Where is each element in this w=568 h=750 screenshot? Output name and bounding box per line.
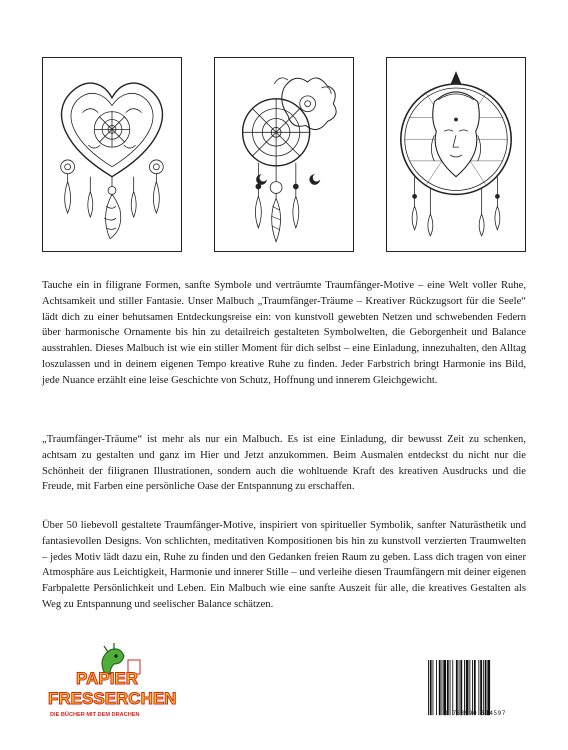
barcode-bar [485, 660, 487, 715]
paragraph-text: Über 50 liebevoll gestaltete Traumfänger-Motive, inspiriert von spiritueller Symbolik, sanfter Naturästhetik und fantasievollen Designs. Von schlichten, meditativen Kompositionen bis hin zu kunstvoll verzierten Traumwelten – jedes Motiv lädt dazu ein, Ruhe zu finden und den Gedanken freien Raum zu geben. Lass dich tragen von einer Atmosphäre aus Leichtigkeit, Harmonie und innerer Stille – und verleihe diesen Traumfängern mit deiner eigenen Farbpalette Persönlichkeit und Leben. Ein Malbuch wie eine sanfte Auszeit für alle, die kreatives Gestalten als Weg zu Entspannung und seelischer Balance schätzen. [42, 520, 526, 610]
flower-dreamcatcher-drawing [215, 58, 353, 251]
barcode-bar [442, 660, 443, 715]
barcode-bar [478, 660, 479, 715]
barcode-bar [469, 660, 470, 715]
logo-tagline: DIE BÜCHER MIT DEM DRACHEN [50, 712, 140, 718]
barcode-bar [464, 660, 465, 715]
barcode-bar [472, 660, 473, 715]
papierfresserchen-logo [42, 640, 182, 720]
publisher-logo [42, 640, 182, 720]
barcode-bar [480, 660, 482, 715]
paragraph-text: „Traumfänger-Träume“ ist mehr als nur ein Malbuch. Es ist eine Einladung, dir bewusst Zeit zu schenken, achtsam zu gestalten und ganz im Hier und Jetzt anzukommen. Beim Ausmalen entdeckst du nicht nur die Schönheit der filigranen Illustrationen, sondern auch die wohltuende Kraft des kreativen Ausdrucks und die Freude, mit Farben eine persönliche Oase der Entspannung zu erschaffen. [42, 434, 526, 493]
barcode-bar [460, 660, 462, 715]
illustration-buddha-dreamcatcher [386, 57, 526, 252]
logo-line1: PAPIER [76, 669, 139, 688]
illustration-flower-dreamcatcher [214, 57, 354, 252]
barcode-bar [474, 660, 476, 715]
barcode-bar [428, 660, 429, 715]
barcode-bar [430, 660, 432, 715]
barcode-bar [459, 660, 460, 715]
illustration-heart-dreamcatcher [42, 57, 182, 252]
barcode-bar [456, 660, 458, 715]
description-paragraph-2 [42, 432, 526, 495]
barcode-bar [483, 660, 484, 715]
barcode-bar [487, 660, 490, 715]
barcode-bar [450, 660, 451, 715]
barcode-bar [447, 660, 449, 715]
buddha-dreamcatcher-drawing [387, 58, 525, 251]
barcode-bar [439, 660, 441, 715]
barcode-bar [466, 660, 469, 715]
description-paragraph-3 [42, 518, 526, 613]
description-paragraph-1 [42, 278, 526, 389]
paragraph-text: Tauche ein in filigrane Formen, sanfte Symbole und verträumte Traumfänger-Motive – eine Welt voller Ruhe, Achtsamkeit und stiller Fantasie. Unser Malbuch „Traumfänger-Träume – Kreativer Rückzugsort für die Seele“ lädt dich zu einer behutsamen Entdeckungsreise ein: von kunstvoll gewebten Netzen und schwebenden Federn über harmonische Ornamente bis hin zu detailreich gestalteten Symbolwelten, die Geborgenheit und Balance ausstrahlen. Dieses Malbuch ist wie ein stiller Moment für dich selbst – eine Einladung, innezuhalten, den Alltag loszulassen und in deinem eigenen Tempo kreative Ruhe zu finden. Jeder Farbstrich bringt Harmonie ins Bild, jede Nuance erzählt eine leise Geschichte von Schutz, Hoffnung und innerem Gleichgewicht. [42, 280, 526, 386]
heart-dreamcatcher-drawing [43, 58, 181, 251]
barcode-bar [443, 660, 446, 715]
barcode-bar [433, 660, 434, 715]
logo-line2: FRESSERCHEN [48, 689, 177, 708]
barcode-bar [436, 660, 437, 715]
isbn-number: 9 783990 514597 [444, 710, 506, 717]
barcode-bar [452, 660, 453, 715]
